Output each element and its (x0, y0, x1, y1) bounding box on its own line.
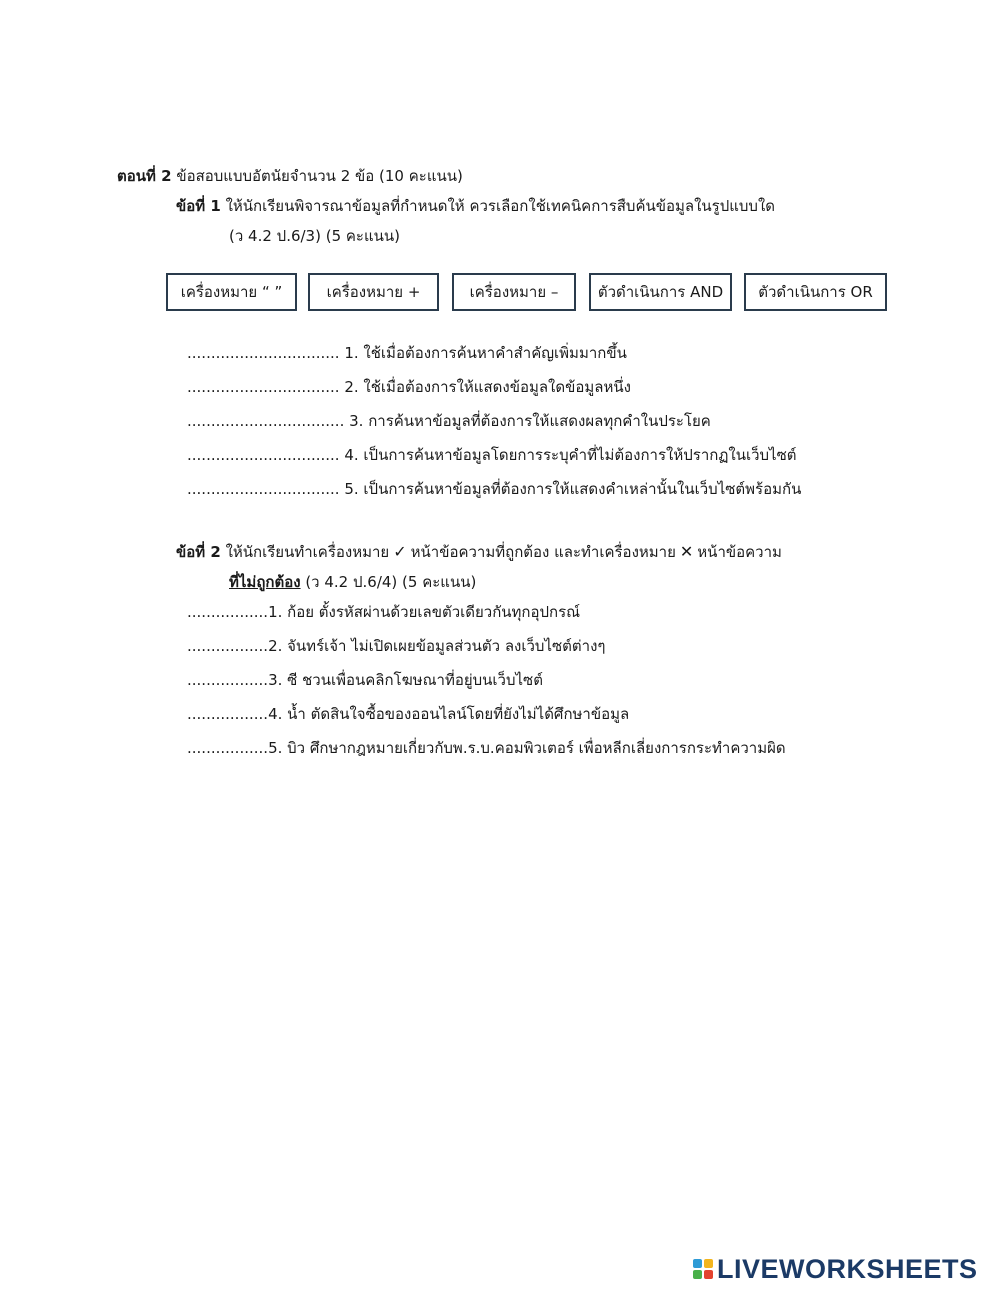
q1-item (187, 411, 711, 431)
q1-item (187, 479, 801, 499)
q1-item (187, 377, 631, 397)
part-heading-text: ข้อสอบแบบอัตนัยจำนวน 2 ข้อ (10 คะแนน) (171, 167, 463, 185)
q2-label: ข้อที่ 2 (176, 543, 221, 561)
answer-blank[interactable]: ................................ (187, 378, 340, 396)
item-text: 2. จันทร์เจ้า ไม่เปิดเผยข้อมูลส่วนตัว ลงเว็บไซต์ต่างๆ (268, 637, 606, 655)
logo-grid-icon (693, 1259, 713, 1279)
q2-item (187, 636, 605, 656)
q2-item (187, 670, 543, 690)
answer-blank[interactable]: ................. (187, 739, 269, 757)
answer-blank[interactable]: ................................ (187, 480, 340, 498)
q2-item (187, 704, 629, 724)
option-or: ตัวดำเนินการ OR (744, 273, 887, 311)
q1-instruction (176, 196, 775, 216)
item-text: 5. บิว ศึกษากฎหมายเกี่ยวกับพ.ร.บ.คอมพิวเตอร์ เพื่อหลีกเลี่ยงการกระทำความผิด (268, 739, 786, 757)
q2-criteria-text: (ว 4.2 ป.6/4) (5 คะแนน) (300, 573, 477, 591)
part-heading-label: ตอนที่ 2 (117, 167, 172, 185)
logo-text: LIVEWORKSHEETS (717, 1253, 978, 1284)
answer-blank[interactable]: ................................ (187, 446, 340, 464)
cross-icon: ✕ (679, 542, 694, 561)
q1-text: ให้นักเรียนพิจารณาข้อมูลที่กำหนดให้ ควรเลือกใช้เทคนิคการสืบค้นข้อมูลในรูปแบบใด (220, 197, 776, 215)
item-text: 1. ใช้เมื่อต้องการค้นหาคำสำคัญเพิ่มมากขึ้น (339, 344, 627, 362)
answer-blank[interactable]: ................. (187, 603, 269, 621)
q1-item (187, 445, 797, 465)
item-text: 3. การค้นหาข้อมูลที่ต้องการให้แสดงผลทุกคำในประโยค (344, 412, 711, 430)
item-text: 3. ซี ชวนเพื่อนคลิกโฆษณาที่อยู่บนเว็บไซต์ (268, 671, 543, 689)
option-quotes: เครื่องหมาย “ ” (166, 273, 297, 311)
q2-instruction (176, 542, 782, 562)
q2-text-c: หน้าข้อความ (697, 543, 782, 561)
answer-blank[interactable]: ................................ (187, 344, 340, 362)
check-icon: ✓ (393, 542, 407, 561)
answer-blank[interactable]: ................. (187, 637, 269, 655)
option-and: ตัวดำเนินการ AND (589, 273, 732, 311)
q1-criteria: (ว 4.2 ป.6/3) (5 คะแนน) (229, 227, 400, 245)
answer-blank[interactable]: ................. (187, 671, 269, 689)
answer-blank[interactable]: ................. (187, 705, 269, 723)
part-heading (117, 166, 463, 186)
item-text: 2. ใช้เมื่อต้องการให้แสดงข้อมูลใดข้อมูลหนึ่ง (339, 378, 631, 396)
q2-item (187, 602, 580, 622)
q2-criteria (229, 572, 476, 592)
q2-text-a: ให้นักเรียนทำเครื่องหมาย (220, 543, 390, 561)
item-text: 4. เป็นการค้นหาข้อมูลโดยการระบุคำที่ไม่ต้องการให้ปรากฏในเว็บไซต์ (339, 446, 797, 464)
answer-blank[interactable]: ................................. (187, 412, 345, 430)
q2-text-b: หน้าข้อความที่ถูกต้อง และทำเครื่องหมาย (410, 543, 676, 561)
option-plus: เครื่องหมาย + (308, 273, 439, 311)
liveworksheets-logo (693, 1254, 985, 1284)
option-minus: เครื่องหมาย – (452, 273, 576, 311)
q1-label: ข้อที่ 1 (176, 197, 221, 215)
item-text: 4. น้ำ ตัดสินใจซื้อของออนไลน์โดยที่ยังไม่ได้ศึกษาข้อมูล (268, 705, 630, 723)
q2-item (187, 738, 786, 758)
item-text: 5. เป็นการค้นหาข้อมูลที่ต้องการให้แสดงคำเหล่านั้นในเว็บไซต์พร้อมกัน (339, 480, 802, 498)
item-text: 1. ก้อย ตั้งรหัสผ่านด้วยเลขตัวเดียวกันทุกอุปกรณ์ (268, 603, 581, 621)
q1-item (187, 343, 627, 363)
q2-underlined-text: ที่ไม่ถูกต้อง (229, 573, 301, 591)
